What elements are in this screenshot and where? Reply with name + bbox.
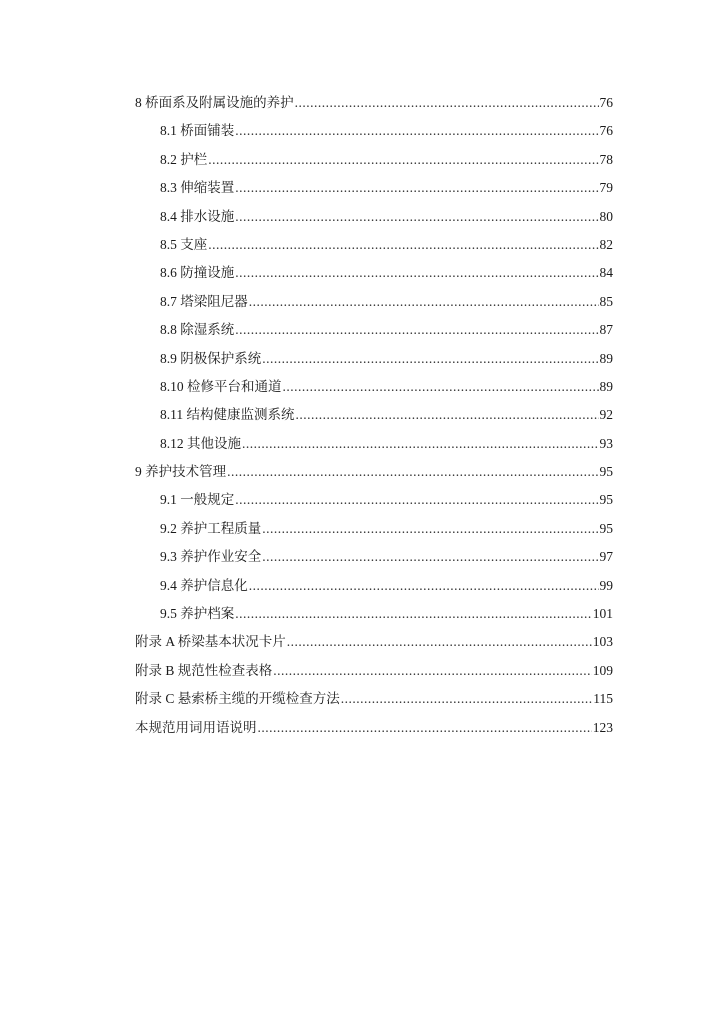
toc-entry-title: 8.2 护栏 (160, 151, 208, 167)
toc-entry-title: 8.8 除湿系统 (160, 322, 235, 338)
toc-leader-dots (235, 259, 598, 287)
toc-entry-page-number: 80 (599, 208, 613, 224)
toc-entry-page-number: 76 (599, 95, 613, 110)
toc-entry-page-number: 89 (599, 378, 613, 394)
toc-leader-dots (208, 231, 598, 259)
toc-entry[interactable] (135, 572, 613, 600)
toc-entry[interactable] (135, 543, 613, 571)
toc-entry[interactable] (135, 628, 613, 656)
toc-entry-page-number: 101 (592, 606, 613, 622)
toc-entry-page-number: 103 (592, 634, 613, 650)
toc-entry-title: 附录 B 规范性检查表格 (135, 662, 273, 678)
toc-entry-title: 9.5 养护档案 (160, 606, 235, 622)
toc-leader-dots (296, 401, 599, 429)
toc-entry[interactable] (135, 373, 613, 401)
toc-entry-title: 9 养护技术管理 (135, 464, 227, 480)
toc-entry-title: 8.3 伸缩装置 (160, 180, 235, 196)
toc-entry-page-number: 97 (599, 549, 613, 565)
toc-entry-page-number: 78 (599, 151, 613, 167)
toc-entry-title: 9.1 一般规定 (160, 492, 235, 508)
toc-leader-dots (235, 316, 598, 344)
toc-entry-page-number: 85 (599, 293, 613, 309)
toc-leader-dots (249, 572, 599, 600)
toc-entry[interactable] (135, 259, 613, 287)
toc-leader-dots (235, 600, 592, 628)
toc-entry-page-number: 95 (599, 520, 613, 536)
toc-entry-title: 本规范用词用语说明 (135, 719, 257, 735)
toc-leader-dots (235, 117, 598, 145)
toc-entry[interactable] (135, 288, 613, 316)
toc-entry[interactable] (135, 316, 613, 344)
toc-leader-dots (295, 89, 599, 117)
toc-entry-page-number: 82 (599, 236, 613, 252)
toc-entry-page-number: 87 (599, 322, 613, 338)
toc-entry[interactable] (135, 430, 613, 458)
toc-entry[interactable] (135, 89, 613, 117)
toc-leader-dots (235, 486, 598, 514)
toc-leader-dots (287, 628, 592, 656)
toc-leader-dots (235, 174, 598, 202)
toc-leader-dots (341, 685, 592, 713)
table-of-contents (135, 89, 613, 742)
toc-entry[interactable] (135, 685, 613, 713)
toc-leader-dots (242, 430, 599, 458)
toc-entry[interactable] (135, 174, 613, 202)
toc-leader-dots (258, 714, 592, 742)
toc-entry-title: 9.3 养护作业安全 (160, 549, 262, 565)
toc-entry-page-number: 95 (599, 492, 613, 508)
toc-leader-dots (262, 543, 598, 571)
toc-leader-dots (208, 146, 598, 174)
toc-leader-dots (249, 288, 599, 316)
toc-entry-page-number: 99 (599, 577, 613, 593)
toc-entry[interactable] (135, 657, 613, 685)
toc-entry-title: 附录 A 桥梁基本状况卡片 (135, 634, 286, 650)
toc-entry-page-number: 76 (599, 123, 613, 139)
toc-entry-page-number: 93 (599, 435, 613, 451)
toc-entry-title: 8.1 桥面铺装 (160, 123, 235, 139)
toc-entry[interactable] (135, 401, 613, 429)
toc-entry-title: 8.12 其他设施 (160, 435, 241, 451)
toc-entry[interactable] (135, 231, 613, 259)
toc-entry-title: 8.7 塔梁阻尼器 (160, 293, 248, 309)
toc-entry-title: 8 桥面系及附属设施的养护 (135, 95, 294, 110)
toc-entry-title: 8.9 阴极保护系统 (160, 350, 262, 366)
toc-entry-title: 8.10 检修平台和通道 (160, 378, 282, 394)
toc-entry-page-number: 92 (599, 407, 613, 423)
toc-entry-page-number: 84 (599, 265, 613, 281)
toc-entry-title: 8.5 支座 (160, 236, 208, 252)
toc-leader-dots (273, 657, 591, 685)
toc-entry-title: 8.4 排水设施 (160, 208, 235, 224)
toc-entry[interactable] (135, 600, 613, 628)
toc-entry[interactable] (135, 203, 613, 231)
toc-entry-page-number: 79 (599, 180, 613, 196)
toc-entry-title: 附录 C 悬索桥主缆的开缆检查方法 (135, 691, 340, 707)
toc-entry-title: 9.4 养护信息化 (160, 577, 248, 593)
toc-entry-page-number: 89 (599, 350, 613, 366)
toc-entry[interactable] (135, 486, 613, 514)
toc-entry[interactable] (135, 515, 613, 543)
toc-entry-title: 9.2 养护工程质量 (160, 520, 262, 536)
toc-leader-dots (227, 458, 598, 486)
toc-entry[interactable] (135, 146, 613, 174)
toc-entry[interactable] (135, 345, 613, 373)
toc-entry-page-number: 123 (592, 719, 613, 735)
toc-entry-title: 8.11 结构健康监测系统 (160, 407, 295, 423)
toc-leader-dots (235, 203, 598, 231)
toc-entry-page-number: 109 (592, 662, 613, 678)
toc-entry[interactable] (135, 117, 613, 145)
toc-leader-dots (283, 373, 599, 401)
toc-entry-page-number: 95 (599, 464, 613, 480)
toc-entry[interactable] (135, 458, 613, 486)
toc-leader-dots (262, 345, 598, 373)
toc-entry-title: 8.6 防撞设施 (160, 265, 235, 281)
toc-entry-page-number: 115 (593, 691, 613, 707)
toc-entry[interactable] (135, 714, 613, 742)
toc-leader-dots (262, 515, 598, 543)
